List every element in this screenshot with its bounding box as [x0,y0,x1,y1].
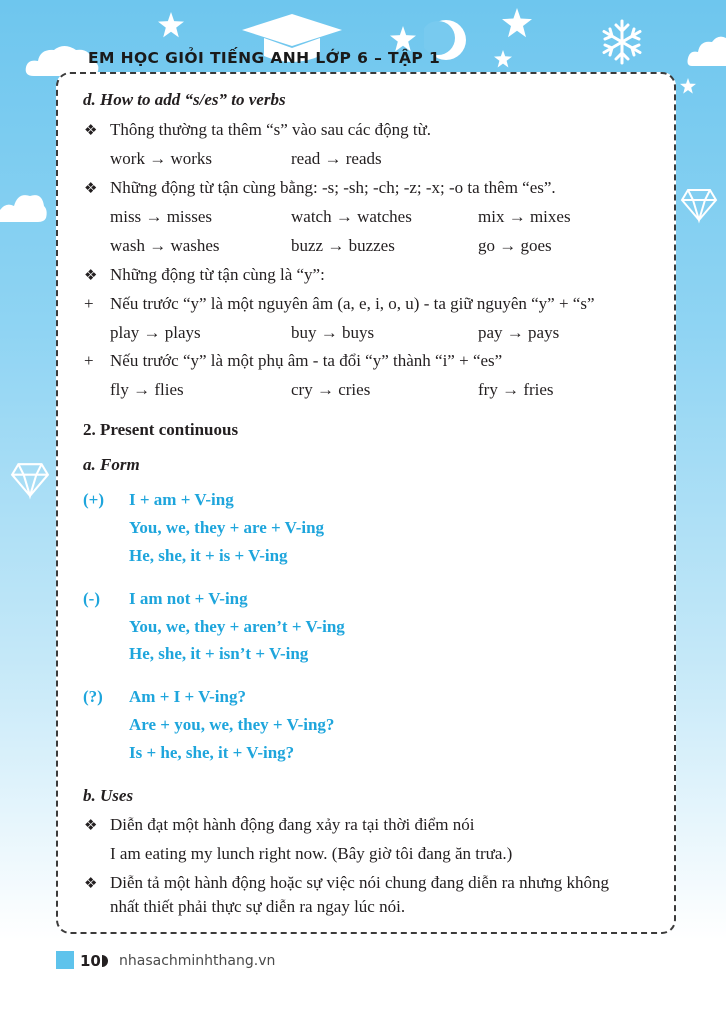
example-item: play → plays [110,323,201,342]
bullet-icon: ❖ [84,816,98,834]
bullet-icon: ❖ [84,121,98,139]
book-title: EM HỌC GIỎI TIẾNG ANH LỚP 6 – TẬP 1 [88,49,441,67]
formula-line: Are + you, we, they + V-ing? [129,715,335,734]
star-icon [680,78,696,94]
star-icon [158,12,184,38]
formula-line: You, we, they + aren’t + V-ing [129,617,345,636]
example-item: mix → mixes [478,207,571,226]
diamond-icon [10,460,50,500]
use-text: Diễn tả một hành động hoặc sự việc nói chung đang diễn ra nhưng không [110,873,610,892]
example-item: work → works [110,149,213,168]
formula-line: He, she, it + is + V-ing [129,546,288,565]
diamond-icon [680,186,718,224]
formula-line: I am not + V-ing [129,589,248,608]
example-item: go → goes [478,236,552,255]
cloud-icon [686,26,726,70]
form-label-negative: (-) [83,589,100,608]
example-item: watch → watches [291,207,412,226]
example-item: read → reads [291,149,382,168]
form-label-question: (?) [83,687,103,706]
plus-marker: + [84,351,94,370]
cloud-icon [0,186,48,226]
star-icon [502,8,532,38]
plus-marker: + [84,294,94,313]
example-item: wash → washes [110,236,220,255]
form-label-positive: (+) [83,490,105,509]
half-circle-icon [102,955,108,967]
example-item: buy → buys [291,323,375,342]
rule-text: Những động từ tận cùng là “y”: [110,265,325,284]
snowflake-icon [598,18,646,66]
rule-text: Những động từ tận cùng bằng: -s; -sh; -ch; -z; -x; -o ta thêm “es”. [110,178,556,197]
use-text: nhất thiết phải thực sự diễn ra ngay lúc nói. [110,897,406,916]
example-item: miss → misses [110,207,213,226]
formula-line: You, we, they + are + V-ing [129,518,325,537]
example-item: fly → flies [110,380,184,399]
star-icon [494,50,512,68]
bullet-icon: ❖ [84,179,98,197]
example-item: buzz → buzzes [291,236,395,255]
example-item: pay → pays [478,323,560,342]
use-text: Diễn đạt một hành động đang xảy ra tại thời điểm nói [110,815,475,834]
use-example: I am eating my lunch right now. (Bây giờ tôi đang ăn trưa.) [110,844,513,863]
rule-text: Nếu trước “y” là một phụ âm - ta đổi “y” thành “i” + “es” [110,351,503,370]
subheading-uses: b. Uses [83,786,134,805]
bullet-icon: ❖ [84,266,98,284]
bullet-icon: ❖ [84,874,98,892]
example-item: fry → fries [478,380,554,399]
rule-text: Nếu trước “y” là một nguyên âm (a, e, i, o, u) - ta giữ nguyên “y” + “s” [110,294,595,313]
section-heading-present-continuous: 2. Present continuous [83,420,239,439]
page-marker [56,951,74,969]
formula-line: Am + I + V-ing? [129,687,246,706]
rule-text: Thông thường ta thêm “s” vào sau các động từ. [110,120,432,139]
subheading-form: a. Form [83,455,140,474]
formula-line: I + am + V-ing [129,490,234,509]
formula-line: He, she, it + isn’t + V-ing [129,644,309,663]
formula-line: Is + he, she, it + V-ing? [129,743,295,762]
publisher-website: nhasachminhthang.vn [119,953,276,969]
section-heading-verbs: d. How to add “s/es” to verbs [83,90,286,109]
example-item: cry → cries [291,380,371,399]
page-number: 10 [80,952,101,970]
